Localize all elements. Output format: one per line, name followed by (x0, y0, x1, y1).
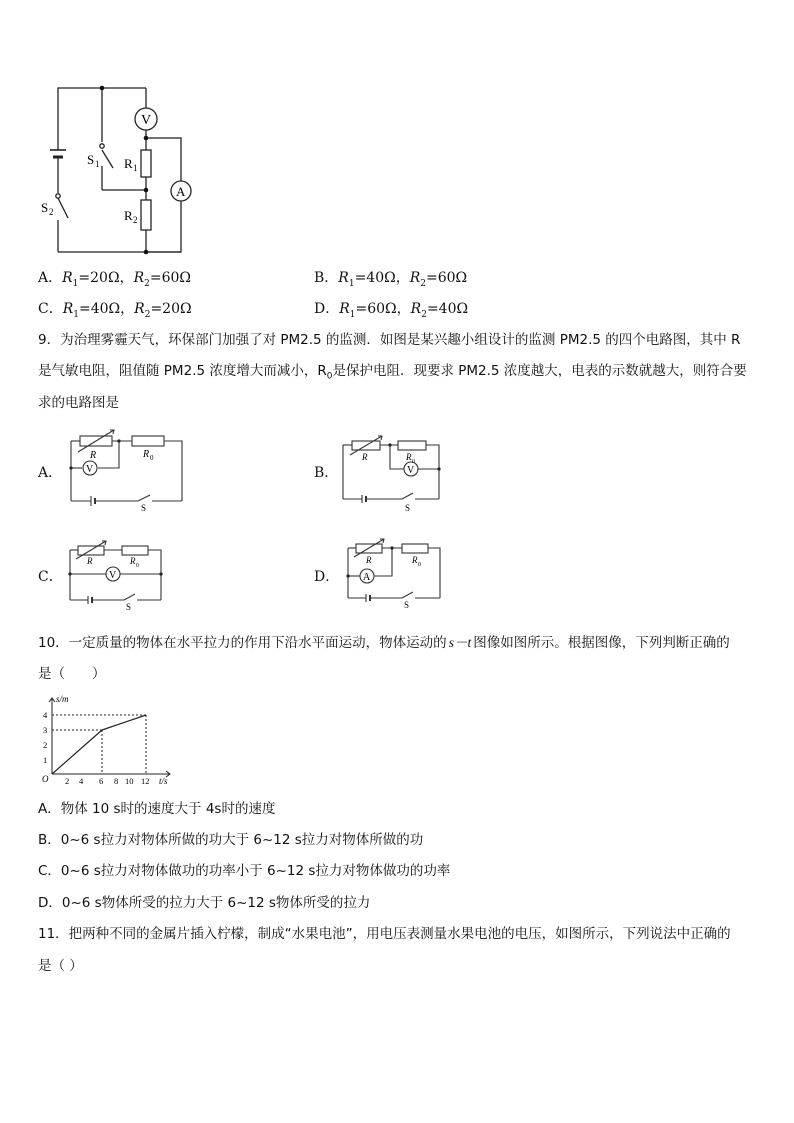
q10-option-d: D．0~6 s物体所受的拉力大于 6~12 s物体所受的拉力 (38, 895, 371, 911)
q9-stem-line1: 9．为治理雾霾天气，环保部门加强了对 PM2.5 的监测．如图是某兴趣小组设计的监测 PM2.5 的四个电路图，其中 R (38, 332, 741, 348)
q8-option-b (314, 268, 467, 294)
y-tick-2: 2 (43, 740, 48, 750)
voltmeter-symbol: V (141, 113, 152, 128)
q10-stem-st: s－t (448, 635, 472, 650)
r0-label-sub: 0 (412, 459, 415, 465)
y-tick-1: 1 (43, 755, 48, 765)
option-letter: A． (38, 270, 63, 286)
option-r2-value: =40Ω (426, 301, 469, 317)
voltmeter-symbol: V (86, 464, 94, 475)
r0-label: R (406, 452, 412, 462)
q9-option-b-letter: B． (314, 465, 339, 481)
r0-label-sub: 0 (418, 562, 421, 568)
option-r1-sub: 1 (72, 278, 79, 289)
q8-option-c (38, 299, 192, 325)
q9-stem-line2-sub: 0 (326, 371, 333, 382)
ammeter-symbol: A (363, 572, 371, 583)
x-tick-10: 10 (125, 776, 134, 786)
option-r1-value: =20Ω， (78, 270, 134, 286)
q9-circuit-c (64, 538, 168, 610)
y-tick-3: 3 (43, 725, 48, 735)
q10-stem-line1-a: 10．一定质量的物体在水平拉力的作用下沿水平面运动，物体运动的 (38, 635, 447, 651)
option-r2: R (134, 301, 145, 317)
r1-label-sub: 1 (133, 163, 138, 173)
q9-stem-line2-b: 是保护电阻．现要求 PM2.5 浓度越大，电表的示数就越大，则符合要 (332, 363, 747, 379)
option-letter: D． (314, 301, 340, 317)
option-r2: R (133, 270, 145, 286)
q8-option-a (38, 268, 191, 294)
q9-option-a-letter: A． (38, 465, 63, 481)
q9-stem-line2-a: 是气敏电阻，阻值随 PM2.5 浓度增大而减小，R (38, 363, 327, 379)
r2-label: R (124, 208, 133, 223)
q9-option-c-letter: C． (38, 569, 63, 585)
x-tick-2: 2 (65, 776, 70, 786)
s2-label: S (41, 200, 49, 215)
option-r1: R (62, 301, 74, 317)
switch-label: S (404, 600, 410, 608)
option-r1: R (62, 270, 73, 286)
q8-circuit-diagram (40, 80, 200, 260)
option-r2: R (409, 270, 421, 286)
switch-label: S (126, 602, 132, 610)
origin-label: O (42, 774, 49, 784)
q9-circuit-b (338, 433, 446, 513)
q10-st-graph (38, 690, 178, 790)
q10-stem-line1-c: 图像如图所示。根据图像，下列判断正确的 (473, 635, 730, 651)
s1-label-sub: 1 (95, 159, 100, 169)
x-axis-label: t/s (159, 776, 168, 786)
q9-circuit-a (64, 425, 188, 511)
q10-stem-line2: 是（ ） (38, 666, 106, 682)
x-tick-12: 12 (141, 776, 150, 786)
option-r1-sub: 1 (349, 309, 356, 320)
q9-stem-line2 (38, 361, 747, 387)
option-r2-value: =60Ω (426, 270, 468, 286)
r-label: R (87, 556, 93, 566)
y-tick-4: 4 (43, 710, 48, 720)
option-r1-value: =60Ω， (355, 301, 411, 317)
q9-stem-line3: 求的电路图是 (38, 395, 119, 411)
option-r2: R (410, 301, 422, 317)
option-r1: R (339, 301, 350, 317)
option-r2-sub: 2 (420, 278, 427, 289)
q10-option-a: A．物体 10 s时的速度大于 4s时的速度 (38, 801, 276, 817)
x-tick-8: 8 (114, 776, 119, 786)
x-tick-4: 4 (79, 776, 84, 786)
ammeter-symbol: A (176, 184, 186, 199)
r0-label-sub: 0 (136, 563, 139, 569)
r-label: R (366, 555, 372, 565)
option-r2-value: =20Ω (150, 301, 192, 317)
option-r2-sub: 2 (144, 278, 150, 289)
r0-label: R (143, 449, 150, 460)
r2-label-sub: 2 (133, 215, 138, 225)
option-r1-value: =40Ω， (79, 301, 135, 317)
q11-stem-line1: 11．把两种不同的金属片插入柠檬，制成“水果电池”，用电压表测量水果电池的电压，如图所示，下列说法中正确的 (38, 926, 731, 942)
r0-label-sub: 0 (150, 454, 154, 462)
x-tick-6: 6 (99, 776, 104, 786)
s2-label-sub: 2 (49, 207, 54, 217)
voltmeter-symbol: V (109, 570, 117, 581)
q9-option-d-letter: D． (314, 569, 340, 585)
q10-stem-line1 (38, 633, 730, 653)
switch-label: S (141, 503, 147, 511)
option-r1: R (338, 270, 349, 286)
option-r1-value: =40Ω， (354, 270, 410, 286)
r-label: R (362, 452, 368, 462)
y-axis-label: s/m (56, 694, 69, 704)
switch-label: S (405, 503, 411, 513)
s1-label: S (87, 152, 95, 167)
r-label: R (90, 450, 97, 461)
option-r2-sub: 2 (144, 309, 151, 320)
option-letter: C． (38, 301, 63, 317)
r0-label: R (412, 555, 418, 565)
voltmeter-symbol: V (407, 465, 415, 476)
q11-stem-line2: 是（ ） (38, 958, 83, 974)
q10-option-c: C．0~6 s拉力对物体做功的功率小于 6~12 s拉力对物体做功的功率 (38, 863, 451, 879)
q8-option-d (314, 299, 468, 325)
option-letter: B． (314, 270, 339, 286)
q9-circuit-d (342, 536, 446, 608)
option-r2-sub: 2 (421, 309, 427, 320)
r1-label: R (124, 156, 133, 171)
q10-option-b: B．0~6 s拉力对物体所做的功大于 6~12 s拉力对物体所做的功 (38, 832, 424, 848)
r0-label: R (130, 556, 136, 566)
option-r1-sub: 1 (348, 278, 355, 289)
option-r2-value: =60Ω (149, 270, 191, 286)
option-r1-sub: 1 (73, 309, 79, 320)
